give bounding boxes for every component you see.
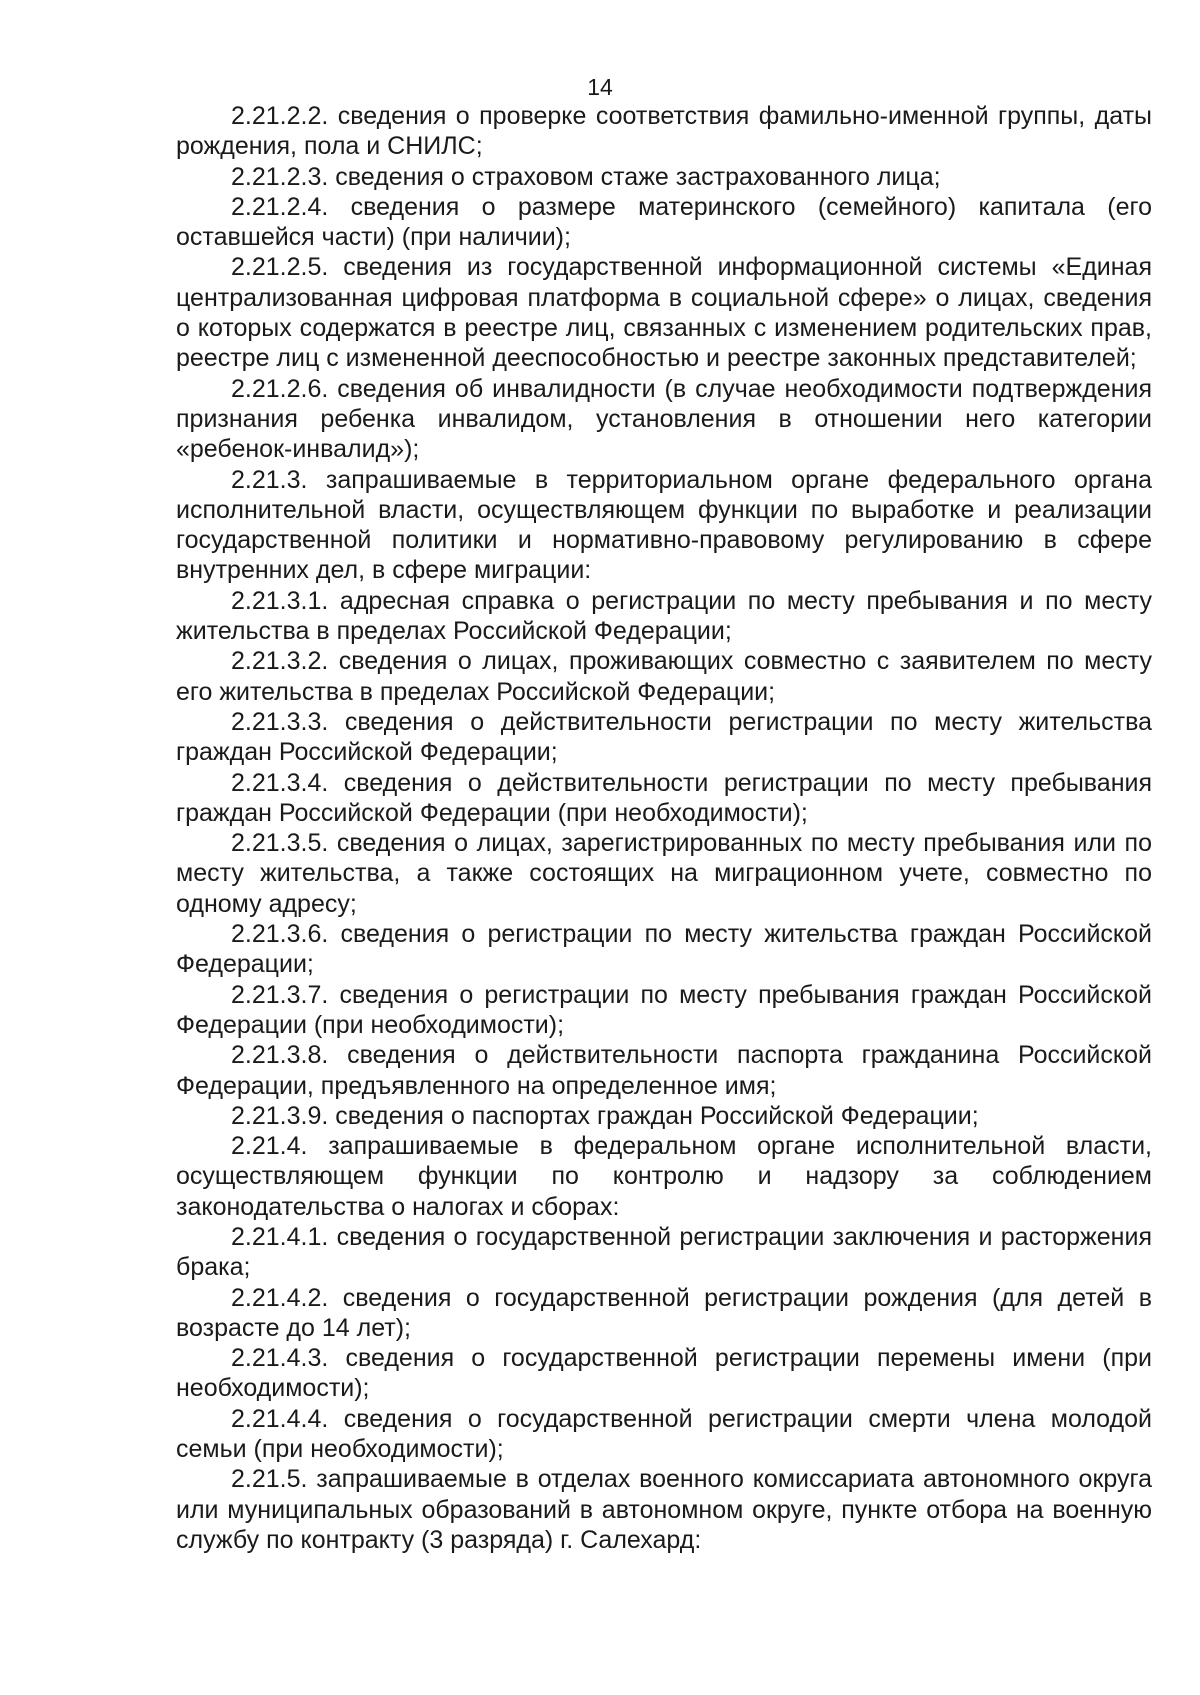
paragraph: 2.21.2.4. сведения о размере материнского (семейного) капитала (его оставшейся части) (при наличии); [176,192,1152,252]
page-number: 14 [587,74,613,100]
paragraph: 2.21.2.6. сведения об инвалидности (в случае необходимости подтверждения признания ребенка инвалидом, установления в отношении него категории «ребенок-инвалид»); [176,374,1152,464]
paragraph: 2.21.4. запрашиваемые в федеральном органе исполнительной власти, осуществляющем функции по контролю и надзору за соблюдением законодательства о налогах и сборах: [176,1132,1152,1221]
paragraph: 2.21.2.5. сведения из государственной информационной системы «Единая централизованная цифровая платформа в социальной сфере» о лицах, сведения о которых содержатся в реестре лиц, связанных с изменением родительских прав, реестре лиц с измененной дееспособностью и реестре законных представителей; [176,253,1152,373]
paragraph: 2.21.4.1. сведения о государственной регистрации заключения и расторжения брака; [176,1222,1152,1282]
paragraph: 2.21.5. запрашиваемые в отделах военного комиссариата автономного округа или муниципальных образований в автономном округе, пункте отбора на военную службу по контракту (3 разряда) г. Салехард: [176,1465,1152,1554]
paragraph: 2.21.3.9. сведения о паспортах граждан Российской Федерации; [231,1101,979,1130]
paragraph: 2.21.3.8. сведения о действительности паспорта гражданина Российской Федерации, предъявленного на определенное имя; [176,1041,1152,1100]
paragraph: 2.21.2.2. сведения о проверке соответствия фамильно-именной группы, даты рождения, пола и СНИЛС; [176,102,1152,161]
paragraph: 2.21.3.1. адресная справка о регистрации по месту пребывания и по месту жительства в пределах Российской Федерации; [176,586,1152,646]
paragraph: 2.21.4.4. сведения о государственной регистрации смерти члена молодой семьи (при необходимости); [176,1404,1152,1464]
paragraph: 2.21.3.7. сведения о регистрации по месту пребывания граждан Российской Федерации (при необходимости); [176,980,1152,1039]
paragraph: 2.21.4.3. сведения о государственной регистрации перемены имени (при необходимости); [176,1344,1152,1403]
paragraph: 2.21.3.3. сведения о действительности регистрации по месту жительства граждан Российской Федерации; [176,707,1152,767]
paragraph: 2.21.4.2. сведения о государственной регистрации рождения (для детей в возрасте до 14 лет); [176,1283,1152,1342]
paragraph: 2.21.3.6. сведения о регистрации по месту жительства граждан Российской Федерации; [176,920,1152,979]
paragraph: 2.21.3.4. сведения о действительности регистрации по месту пребывания граждан Российской Федерации (при необходимости); [176,768,1152,827]
paragraph: 2.21.3.5. сведения о лицах, зарегистрированных по месту пребывания или по месту жительства, а также состоящих на миграционном учете, совместно по одному адресу; [176,829,1152,918]
paragraph: 2.21.2.3. сведения о страховом стаже застрахованного лица; [231,162,941,191]
paragraph: 2.21.3. запрашиваемые в территориальном органе федерального органа исполнительной власти, осуществляющем функции по выработке и реализации государственной политики и нормативно-правовому регулированию в сфере внутренних дел, в сфере миграции: [176,465,1152,585]
paragraph: 2.21.3.2. сведения о лицах, проживающих совместно с заявителем по месту его жительства в пределах Российской Федерации; [176,647,1152,706]
document-body [176,101,1152,1555]
